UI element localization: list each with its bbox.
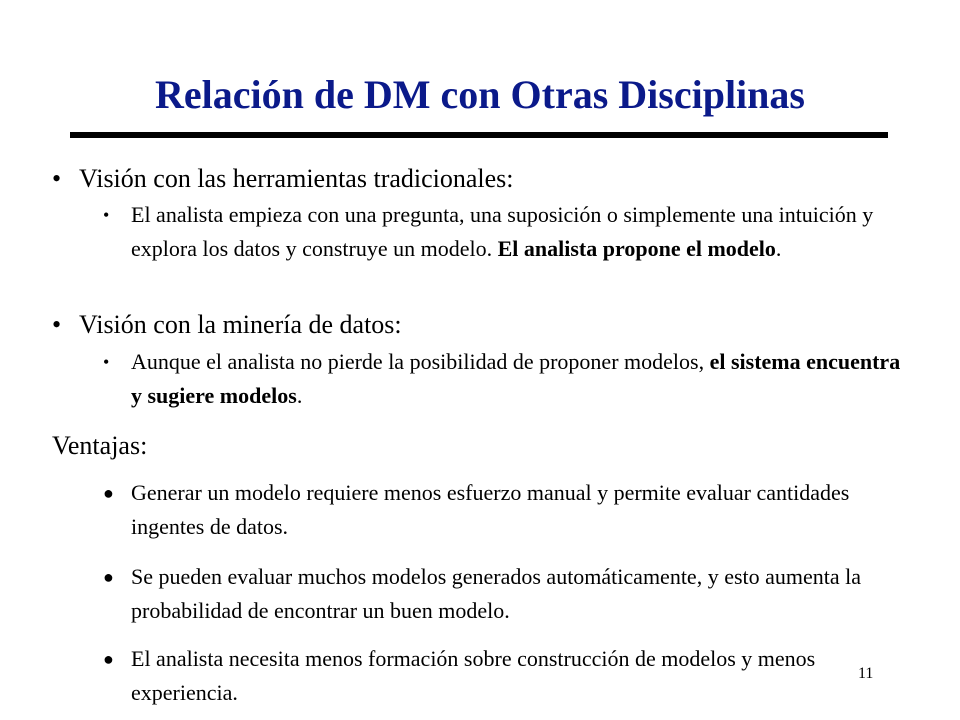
advantage-item	[103, 560, 903, 628]
emphasis-text: El analista propone el modelo	[497, 236, 776, 261]
bullet-dot: ●	[103, 567, 114, 587]
advantage-item	[103, 642, 903, 710]
sub-bullet-text: El analista empieza con una pregunta, una suposición o simplemente una intuición y explora los datos y construye un modelo. El analista propone el modelo.	[131, 202, 874, 261]
advantage-text: Se pueden evaluar muchos modelos generados automáticamente, y esto aumenta la probabilidad de encontrar un buen modelo.	[131, 564, 862, 623]
sub-bullet-data-mining	[103, 345, 903, 413]
bullet-text: Visión con la minería de datos:	[79, 310, 402, 339]
advantages-heading: Ventajas:	[52, 431, 148, 460]
bullet-dot: •	[103, 352, 110, 372]
sub-bullet-text: Aunque el analista no pierde la posibilidad de proponer modelos, el sistema encuentra y sugiere modelos.	[131, 349, 901, 408]
bullet-dot: ●	[103, 649, 114, 669]
advantage-text: Generar un modelo requiere menos esfuerzo manual y permite evaluar cantidades ingentes de datos.	[131, 480, 850, 539]
sub-bullet-traditional	[103, 198, 903, 266]
emphasis-text: el sistema encuentra y sugiere modelos	[131, 349, 901, 408]
bullet-dot: •	[52, 164, 62, 193]
bullet-dot: ●	[103, 483, 114, 503]
page-number: 11	[858, 665, 874, 682]
bullet-text: Visión con las herramientas tradicionales:	[79, 164, 514, 193]
bullet-dot: •	[103, 205, 110, 225]
advantage-text: El analista necesita menos formación sobre construcción de modelos y menos experiencia.	[131, 646, 816, 705]
advantage-item	[103, 476, 903, 544]
bullet-dot: •	[52, 310, 62, 339]
title-divider	[70, 132, 888, 138]
slide-title: Relación de DM con Otras Disciplinas	[155, 72, 805, 117]
